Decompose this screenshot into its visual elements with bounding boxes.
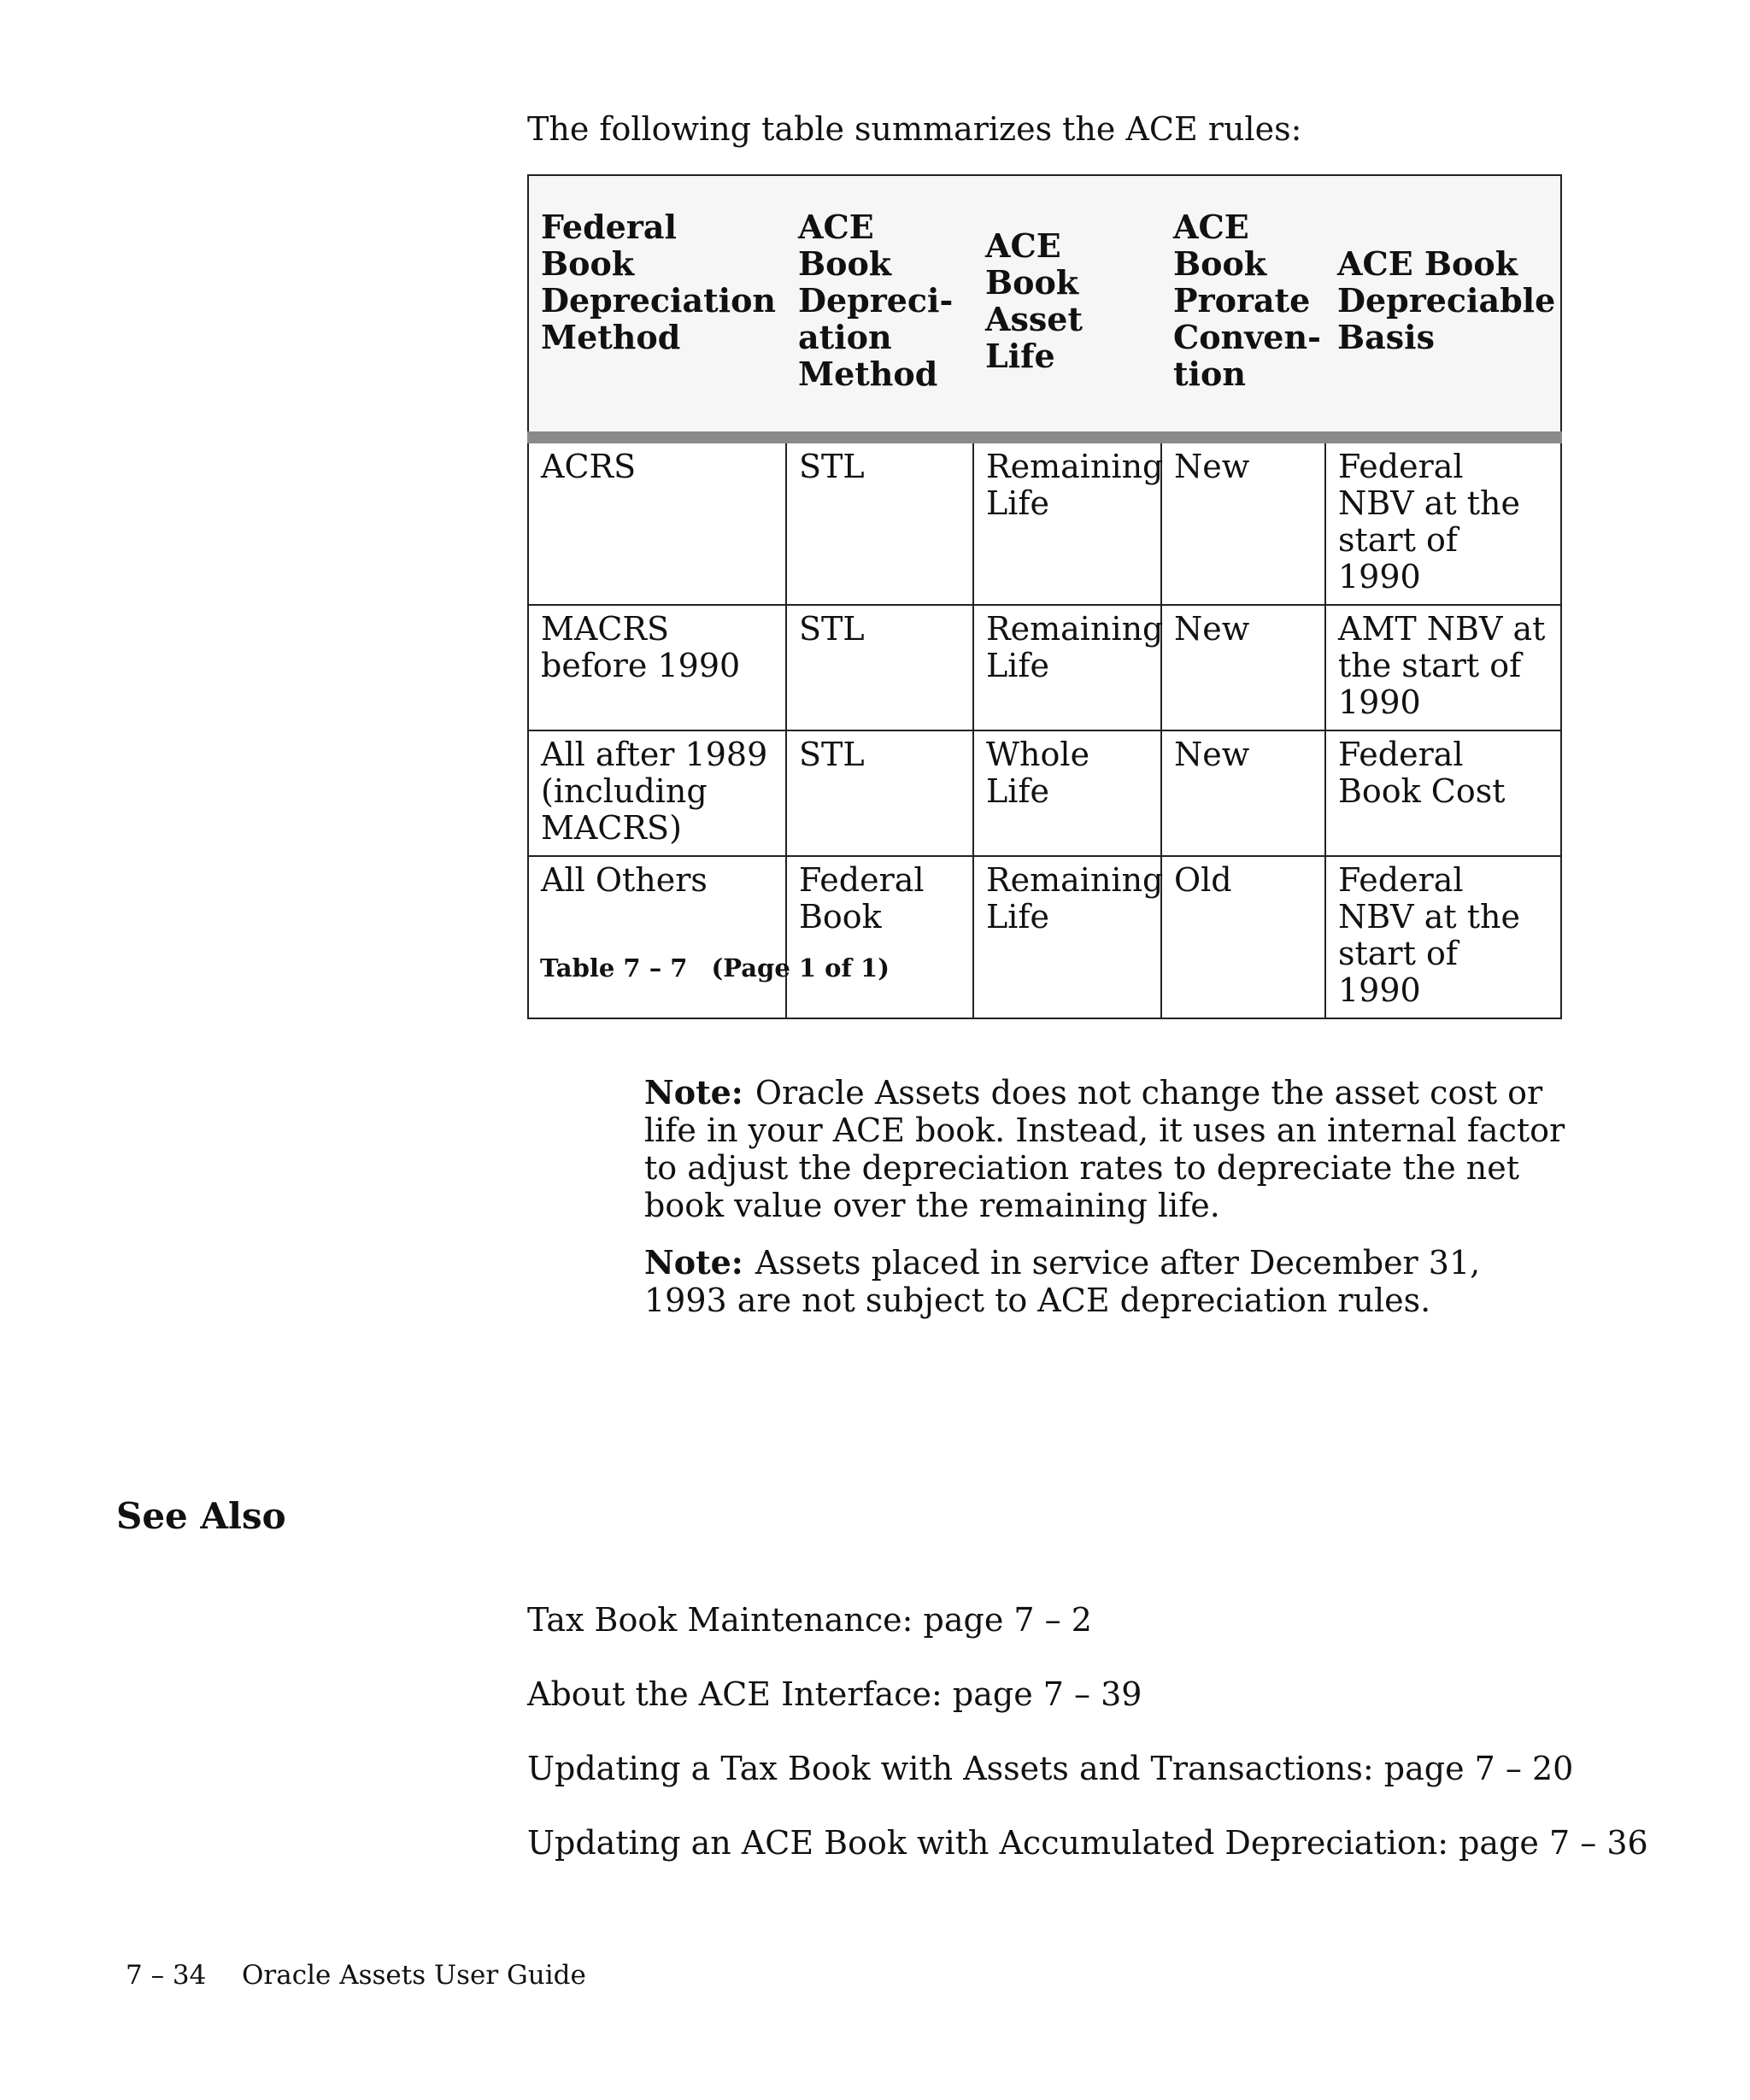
table-caption-label: Table 7 – 7 xyxy=(540,953,688,983)
table-cell: All after 1989 (including MACRS) xyxy=(528,730,786,856)
table-cell: STL xyxy=(786,605,973,730)
table-cell: Federal Book Cost xyxy=(1325,730,1561,856)
footer-page-number: 7 – 34 xyxy=(126,1960,207,1991)
table-row xyxy=(528,605,1561,730)
note-label: Note: xyxy=(644,1243,743,1282)
table-cell: Remaining Life xyxy=(973,856,1161,1018)
see-also-link[interactable]: Updating an ACE Book with Accumulated Depreciation: page 7 – 36 xyxy=(527,1824,1648,1862)
note-text: Oracle Assets does not change the asset cost or life in your ACE book. Instead, it uses an internal factor to adjust the depreciation rates to depreciate the net book value over the remaining life. xyxy=(644,1074,1565,1224)
see-also-link[interactable]: Updating a Tax Book with Assets and Transactions: page 7 – 20 xyxy=(527,1750,1574,1787)
table-row xyxy=(528,730,1561,856)
table-cell: Remaining Life xyxy=(973,437,1161,605)
table-cell: Remaining Life xyxy=(973,605,1161,730)
see-also-list xyxy=(527,1599,1648,1897)
page-footer xyxy=(126,1958,586,1992)
header-ace-asset-life: ACE Book Asset Life xyxy=(973,175,1161,437)
see-also-link[interactable]: Tax Book Maintenance: page 7 – 2 xyxy=(527,1601,1092,1639)
header-ace-prorate-convention: ACE Book Prorate Conven- tion xyxy=(1161,175,1325,437)
table-cell: Federal NBV at the start of 1990 xyxy=(1325,437,1561,605)
table-header-row xyxy=(528,175,1561,437)
table-cell: All Others xyxy=(528,856,786,1018)
table-cell: STL xyxy=(786,437,973,605)
table-cell: MACRS before 1990 xyxy=(528,605,786,730)
ace-rules-table xyxy=(527,174,1562,1019)
table-cell: New xyxy=(1161,437,1325,605)
table-cell: Federal NBV at the start of 1990 xyxy=(1325,856,1561,1018)
table-cell: AMT NBV at the start of 1990 xyxy=(1325,605,1561,730)
header-federal-method: Federal Book Depreciation Method xyxy=(528,175,786,437)
table-caption xyxy=(540,951,913,985)
see-also-link[interactable]: About the ACE Interface: page 7 – 39 xyxy=(527,1675,1142,1713)
table-cell: STL xyxy=(786,730,973,856)
note-label: Note: xyxy=(644,1073,743,1112)
table-cell: Old xyxy=(1161,856,1325,1018)
see-also-heading: See Also xyxy=(116,1495,286,1537)
footer-title: Oracle Assets User Guide xyxy=(242,1960,586,1991)
table-cell: New xyxy=(1161,730,1325,856)
table-cell: ACRS xyxy=(528,437,786,605)
table-cell: Whole Life xyxy=(973,730,1161,856)
table-cell: New xyxy=(1161,605,1325,730)
note-service-date xyxy=(644,1244,1567,1319)
table-cell: Federal Book xyxy=(786,856,973,1018)
table-caption-page: (Page 1 of 1) xyxy=(711,953,890,983)
note-ace-factor xyxy=(644,1074,1567,1224)
table-row xyxy=(528,437,1561,605)
intro-text: The following table summarizes the ACE rules: xyxy=(527,110,1302,148)
note-text: Assets placed in service after December 31, 1993 are not subject to ACE depreciation rules. xyxy=(644,1244,1481,1319)
header-ace-method: ACE Book Depreci- ation Method xyxy=(786,175,973,437)
table-row xyxy=(528,856,1561,1018)
header-ace-depreciable-basis: ACE Book Depreciable Basis xyxy=(1325,175,1561,437)
